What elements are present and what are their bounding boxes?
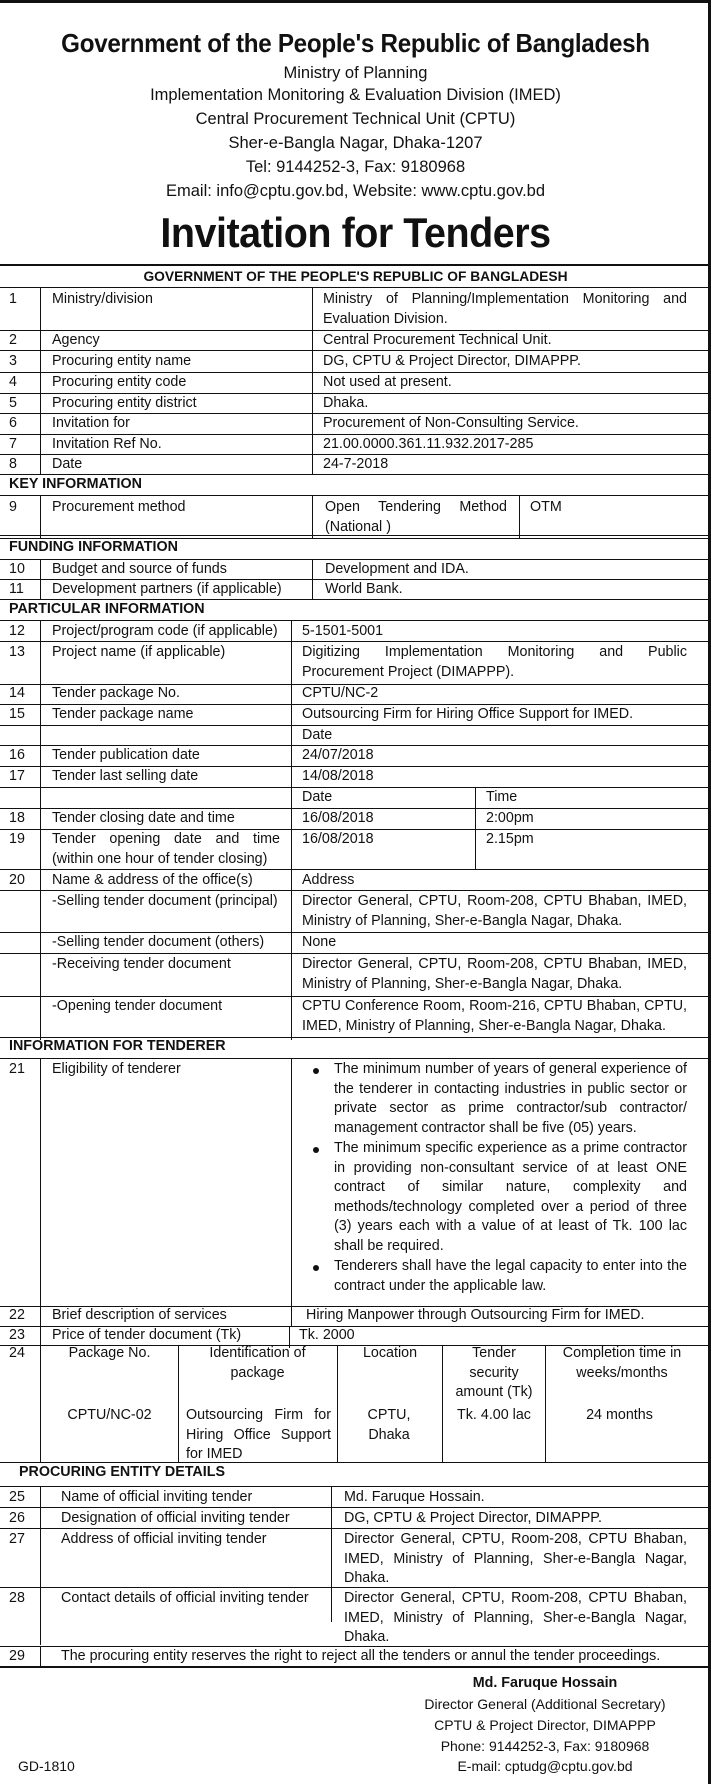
row-value: Development and IDA.: [325, 561, 469, 577]
row-number: 10: [9, 561, 25, 577]
rule: [0, 264, 711, 266]
section-key-information: KEY INFORMATION: [9, 476, 142, 492]
rule: [0, 495, 711, 496]
row-number: 9: [9, 499, 17, 515]
bullet-icon: [313, 1068, 319, 1074]
row-label: The procuring entity reserves the right to reject all the tenders or annul the tender proceedings.: [61, 1648, 661, 1664]
row-label: Tender closing date and time: [52, 810, 235, 826]
row-value: Outsourcing Firm for Hiring Office Support for IMED.: [302, 706, 634, 722]
row-label: Address of official inviting tender: [61, 1531, 267, 1547]
rule: [0, 287, 711, 288]
row-value: Tk. 2000: [299, 1327, 355, 1343]
ministry-line: Ministry of Planning: [283, 64, 428, 82]
row-label: Name of official inviting tender: [61, 1489, 253, 1505]
row-label: Name & address of the office(s): [52, 872, 253, 888]
row-number: 8: [9, 456, 17, 472]
row-label: Procurement method: [52, 499, 186, 515]
row-number: 11: [9, 581, 24, 597]
section-particular-information: PARTICULAR INFORMATION: [9, 601, 205, 617]
row-value: Hiring Manpower through Outsourcing Firm for IMED.: [306, 1307, 645, 1323]
row-number: 3: [9, 353, 17, 369]
row-label: Project name (if applicable): [52, 644, 226, 660]
rule: [0, 890, 711, 891]
row-label: Tender last selling date: [52, 768, 199, 784]
row-number: 6: [9, 415, 17, 431]
rule: [0, 535, 711, 536]
signatory-role: CPTU & Project Director, DIMAPPP: [434, 1717, 656, 1733]
column-rule: [40, 620, 41, 1040]
package-number: CPTU/NC-02: [67, 1407, 152, 1423]
method-code: OTM: [530, 499, 562, 515]
row-number: 19: [9, 831, 25, 847]
row-value: Dhaka.: [323, 395, 369, 411]
row-label: Contact details of official inviting tender: [61, 1590, 309, 1606]
row-number: 5: [9, 395, 17, 411]
row-value: 5-1501-5001: [302, 623, 384, 639]
row-value: Director General, CPTU, Room-208, CPTU Bhaban, IMED, Ministry of Planning, Sher-e-Bangla Nagar, Dhaka.: [302, 956, 687, 992]
row-value: CPTU/NC-2: [302, 685, 379, 701]
time-column-header: Time: [486, 789, 518, 805]
signatory-email: E-mail: cptudg@cptu.gov.bd: [457, 1758, 633, 1774]
row-value: Director General, CPTU, Room-208, CPTU Bhaban, IMED, Ministry of Planning, Sher-e-Bangla Nagar, Dhaka.: [302, 893, 687, 929]
table-title: GOVERNMENT OF THE PEOPLE'S REPUBLIC OF BANGLADESH: [143, 269, 568, 284]
signatory-name: Md. Faruque Hossain: [472, 1675, 618, 1691]
tender-security-amount: Tk. 4.00 lac: [457, 1407, 531, 1423]
row-label: Price of tender document (Tk): [52, 1327, 242, 1343]
completion-time: 24 months: [586, 1407, 653, 1423]
column-rule: [312, 495, 313, 538]
bullet-icon: [313, 1147, 319, 1153]
rule: [0, 1528, 711, 1529]
row-number: 23: [9, 1327, 25, 1343]
column-rule: [291, 1058, 292, 1306]
rule: [0, 1666, 711, 1668]
row-number: 27: [9, 1531, 25, 1547]
row-label: Date: [52, 456, 83, 472]
package-identification: Outsourcing Firm for Hiring Office Support for IMED: [186, 1407, 331, 1462]
row-number: 2: [9, 332, 17, 348]
row-value: Digitizing Implementation Monitoring and Public Procurement Project (DIMAPPP).: [302, 644, 687, 680]
rule: [0, 474, 711, 475]
rule: [0, 350, 711, 351]
row-number: 12: [9, 623, 25, 639]
opening-time: 2.15pm: [486, 831, 534, 847]
rule: [0, 1587, 711, 1588]
row-number: 25: [9, 1489, 25, 1505]
row-number: 14: [9, 685, 25, 701]
row-number: 29: [9, 1648, 25, 1664]
row-label: Development partners (if applicable): [52, 581, 282, 597]
column-rule: [312, 287, 313, 474]
row-label: Ministry/division: [52, 291, 153, 307]
row-value: Procurement of Non-Consulting Service.: [323, 415, 579, 431]
rule: [0, 953, 711, 954]
row-value: Central Procurement Technical Unit.: [323, 332, 552, 348]
column-rule: [40, 1646, 41, 1667]
security-header: Tender security amount (Tk): [455, 1345, 533, 1400]
row-value: DG, CPTU & Project Director, DIMAPPP.: [344, 1510, 602, 1526]
division-line: Implementation Monitoring & Evaluation Division (IMED): [150, 86, 561, 104]
eligibility-criterion: The minimum specific experience as a prime contractor in providing non-consultant service of at least ONE contract of similar nature, complexity and methods/technology completed over a period of three (3) years each with a value of at least of Tk. 100 lac shall be required.: [334, 1140, 687, 1254]
row-label: Procuring entity district: [52, 395, 197, 411]
rule: [0, 1486, 711, 1487]
row-label: Brief description of services: [52, 1307, 227, 1323]
row-number: 18: [9, 810, 25, 826]
date-column-header: Date: [302, 789, 333, 805]
row-value: World Bank.: [325, 581, 403, 597]
row-value: None: [302, 934, 337, 950]
tel-line: Tel: 9144252-3, Fax: 9180968: [245, 158, 466, 176]
unit-line: Central Procurement Technical Unit (CPTU): [195, 110, 516, 128]
row-value: Director General, CPTU, Room-208, CPTU Bhaban, IMED, Ministry of Planning, Sher-e-Bangla Nagar, Dhaka.: [344, 1531, 687, 1586]
row-number: 21: [9, 1061, 25, 1077]
section-funding-information: FUNDING INFORMATION: [9, 539, 178, 555]
package-location: CPTU, Dhaka: [367, 1407, 411, 1443]
opening-date: 16/08/2018: [302, 831, 374, 847]
contact-line: Email: info@cptu.gov.bd, Website: www.cptu.gov.bd: [165, 182, 546, 200]
rule: [0, 620, 711, 621]
row-number: 28: [9, 1590, 25, 1606]
row-value: Director General, CPTU, Room-208, CPTU Bhaban, IMED, Ministry of Planning, Sher-e-Bangla Nagar, Dhaka.: [344, 1590, 687, 1645]
eligibility-criterion: The minimum number of years of general experience of the tenderer in contacting industries in public sector or private sector as prime contractor/sub contractor/ management contractor shall be five (05) years.: [334, 1061, 687, 1136]
column-rule: [442, 1345, 443, 1462]
row-value: Open Tendering Method (National ): [325, 499, 507, 535]
column-rule: [519, 495, 520, 538]
rule: [0, 725, 711, 726]
column-rule: [40, 1058, 41, 1348]
column-rule: [475, 787, 476, 869]
row-value: 24-7-2018: [323, 456, 389, 472]
row-label: -Selling tender document (principal): [52, 893, 278, 909]
column-rule: [291, 620, 292, 1040]
signatory-phone: Phone: 9144252-3, Fax: 9180968: [440, 1738, 650, 1754]
column-rule: [40, 495, 41, 538]
row-label: Tender package No.: [52, 685, 180, 701]
row-number: 16: [9, 747, 25, 763]
row-number: 26: [9, 1510, 25, 1526]
row-value: 14/08/2018: [302, 768, 374, 784]
row-number: 24: [9, 1345, 25, 1361]
date-column-header: Date: [302, 727, 333, 743]
row-number: 20: [9, 872, 25, 888]
signatory-designation: Director General (Additional Secretary): [424, 1696, 666, 1712]
completion-header: Completion time in weeks/months: [562, 1345, 682, 1381]
column-rule: [545, 1345, 546, 1462]
government-heading: Government of the People's Republic of Bangladesh: [61, 28, 650, 58]
row-label: Tender opening date and time (within one hour of tender closing): [52, 831, 280, 867]
column-rule: [40, 1486, 41, 1645]
row-label: Invitation for: [52, 415, 130, 431]
row-value: 21.00.0000.361.11.932.2017-285: [323, 436, 534, 452]
notice-title: Invitation for Tenders: [160, 209, 551, 256]
notice-code: GD-1810: [18, 1758, 75, 1774]
row-number: 4: [9, 374, 17, 390]
package-header: Package No.: [68, 1345, 151, 1361]
row-label: Procuring entity name: [52, 353, 192, 369]
address-line: Sher-e-Bangla Nagar, Dhaka-1207: [228, 134, 483, 152]
row-label: Eligibility of tenderer: [52, 1061, 181, 1077]
rule: [0, 869, 711, 870]
column-rule: [178, 1345, 179, 1462]
row-value: Ministry of Planning/Implementation Monitoring and Evaluation Division.: [323, 291, 687, 327]
closing-date: 16/08/2018: [302, 810, 374, 826]
row-label: Tender publication date: [52, 747, 200, 763]
row-value: 24/07/2018: [302, 747, 374, 763]
row-label: -Selling tender document (others): [52, 934, 265, 950]
section-information-for-tenderer: INFORMATION FOR TENDERER: [9, 1038, 226, 1054]
rule: [0, 1507, 711, 1508]
rule: [0, 1462, 711, 1463]
column-rule: [40, 287, 41, 474]
row-value: DG, CPTU & Project Director, DIMAPPP.: [323, 353, 581, 369]
rule: [0, 1058, 711, 1059]
address-header: Address: [302, 872, 355, 888]
closing-time: 2:00pm: [486, 810, 534, 826]
row-number: 17: [9, 768, 25, 784]
row-number: 13: [9, 644, 25, 660]
rule: [0, 599, 711, 600]
section-procuring-entity-details: PROCURING ENTITY DETAILS: [19, 1464, 225, 1480]
row-label: -Receiving tender document: [52, 956, 231, 972]
row-label: Procuring entity code: [52, 374, 187, 390]
row-label: -Opening tender document: [52, 998, 223, 1014]
row-number: 1: [9, 291, 17, 307]
row-label: Project/program code (if applicable): [52, 623, 278, 639]
row-label: Invitation Ref No.: [52, 436, 162, 452]
row-label: Budget and source of funds: [52, 561, 227, 577]
row-number: 22: [9, 1307, 25, 1323]
row-number: 15: [9, 706, 25, 722]
row-number: 7: [9, 436, 17, 452]
row-label: Agency: [52, 332, 100, 348]
location-header: Location: [362, 1345, 418, 1361]
column-rule: [291, 1306, 292, 1327]
identification-header: Identification of package: [209, 1345, 306, 1381]
eligibility-criterion: Tenderers shall have the legal capacity to enter into the contract under the applicable law.: [334, 1258, 687, 1294]
rule: [0, 641, 711, 642]
bullet-icon: [313, 1265, 319, 1271]
rule: [0, 787, 711, 788]
row-label: Tender package name: [52, 706, 194, 722]
row-value: Md. Faruque Hossain.: [344, 1489, 485, 1505]
row-value: CPTU Conference Room, Room-216, CPTU Bhaban, CPTU, IMED, Ministry of Planning, Sher-e-Bangla Nagar, Dhaka.: [302, 998, 687, 1034]
row-label: Designation of official inviting tender: [61, 1510, 290, 1526]
row-value: Not used at present.: [323, 374, 452, 390]
